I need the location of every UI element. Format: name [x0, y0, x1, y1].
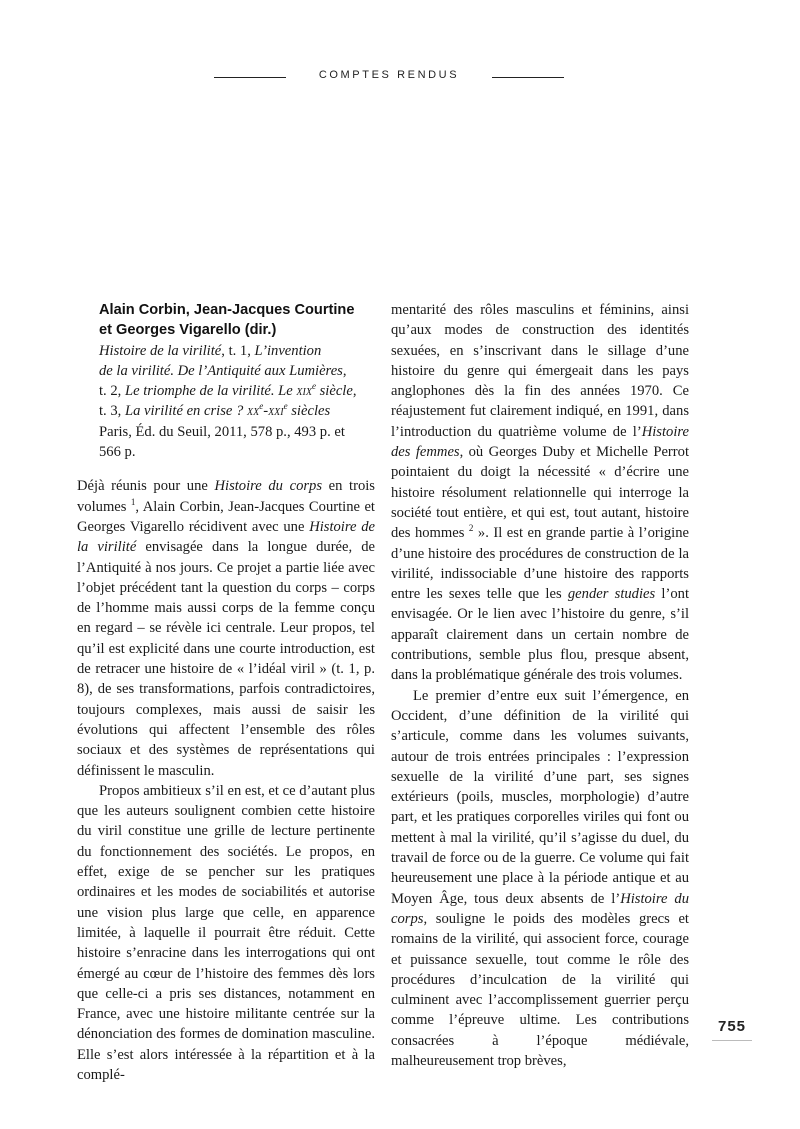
- body-paragraph-4: Le premier d’entre eux suit l’émergence, en Occident, d’une définition de la virilité qui s’articule, comme dans les volumes suivants, autour de trois entrées principales : l’expression sexuelle de la virilité d’une part, ses signes extérieurs (poils, muscles, morphologie) d’autre part, et les pratiques corporelles viriles qui font ou mettent à mal la virilité, qu’il s’agisse du duel, du travail de force ou de la guerre. Ce volume qui fait heureusement une place à la période antique et au Moyen Âge, tous deux absents de l’Histoire du corps, souligne le poids des modèles grecs et romains de la virilité, qui associent force, courage et puissance sexuelle, tout comme le rôle des procédures d’inculcation de la virilité qui culminent avec l’accomplissement guerrier perçu comme l’épreuve ultime. Les contributions consacrées à l’époque médiévale, malheureusement trop brèves,: [391, 687, 689, 1069]
- body-paragraph-1: Déjà réunis pour une Histoire du corps en trois volumes $^1$, Alain Corbin, Jean-Jacques Courtine et Georges Vigarello récidivent avec une Histoire de la virilité envisagée dans la longue durée, de l’Antiquité à nos jours. Ce projet a partie liée avec l’objet précédent tant la question du corps – corps de l’homme mais aussi corps de la femme conçu en regard – se révèle ici centrale. Leur propos, tel qu’il est explicité dans une courte introduction, est de retracer une histoire de « l’idéal viril » (t. 1, p. 8), de ses transformations, parfois contradictoires, toujours complexes, mais aussi de saisir les évolutions qui affectent l’ensemble des rôles sociaux et des systèmes de représentations qui définissent le masculin.: [77, 478, 375, 779]
- book-title-line-1: Histoire de la virilité, t. 1, L’invention: [99, 342, 322, 359]
- header-rule-right: [492, 77, 564, 78]
- left-column: [77, 300, 375, 1085]
- body-paragraph-3: mentarité des rôles masculins et féminins, ainsi qu’aux modes de construction des identités sexuées, en s’inscrivant dans le sillage d’une histoire du genre qui émergeait dans les pays anglophones dès la fin des années 1970. Ce réajustement fut clairement indiqué, en 1991, dans l’introduction du quatrième volume de l’Histoire des femmes, où Georges Duby et Michelle Perrot pointaient du doigt la nécessité « d’écrire une histoire résolument relationnelle qui interroge la société tout entière, et qui est, tout autant, histoire des hommes $^2$ ». Il est en grande partie à l’origine d’une histoire des procédures de construction de la virilité, indissociable d’une histoire des rapports entre les sexes telle que les gender studies l’ont envisagée. Or le lien avec l’histoire du genre, s’il apparaît clairement dans un certain nombre de contributions, semble plus flou, presque absent, dans la problématique générale des trois volumes.: [391, 302, 689, 684]
- publication-info: Paris, Éd. du Seuil, 2011, 578 p., 493 p. et: [99, 423, 345, 440]
- book-title-line-2: de la virilité. De l’Antiquité aux Lumières,: [99, 362, 347, 379]
- book-title-line-4: t. 3, La virilité en crise ? $xx^e-xxi^e$ siècles: [99, 401, 331, 420]
- page-number-rule: [712, 1040, 752, 1041]
- running-header: [0, 66, 800, 90]
- header-rule-left: [214, 77, 286, 78]
- right-column: [391, 300, 689, 1071]
- review-authors-line-2: et Georges Vigarello (dir.): [99, 322, 277, 339]
- book-title-line-3: t. 2, Le triomphe de la virilité. Le xix$^e$ siècle,: [99, 381, 357, 400]
- publication-pages: 566 p.: [99, 444, 136, 461]
- review-authors-line-1: Alain Corbin, Jean-Jacques Courtine: [99, 302, 355, 318]
- page-number: 755: [718, 1018, 747, 1035]
- body-paragraph-2: Propos ambitieux s’il en est, et ce d’autant plus que les auteurs soulignent combien cette histoire du viril constitue une grille de lecture pertinente du fonctionnement des sociétés. Le propos, en effet, exige de se pencher sur les pratiques ordinaires et les modes de sociabilités et autorise une vision plus large que celle, en apparence limitée, à laquelle il pourrait être réduit. Cette histoire s’enracine dans les interrogations qui ont émergé au cœur de l’histoire des femmes dès lors que celle-ci a pris ses distances, notamment en France, avec une histoire militante centrée sur la dénonciation des formes de domination masculine. Elle s’est alors intéressée à la répartition et à la complé-: [77, 782, 376, 1083]
- section-title: COMPTES RENDUS: [318, 69, 460, 81]
- review-reference: [77, 300, 375, 462]
